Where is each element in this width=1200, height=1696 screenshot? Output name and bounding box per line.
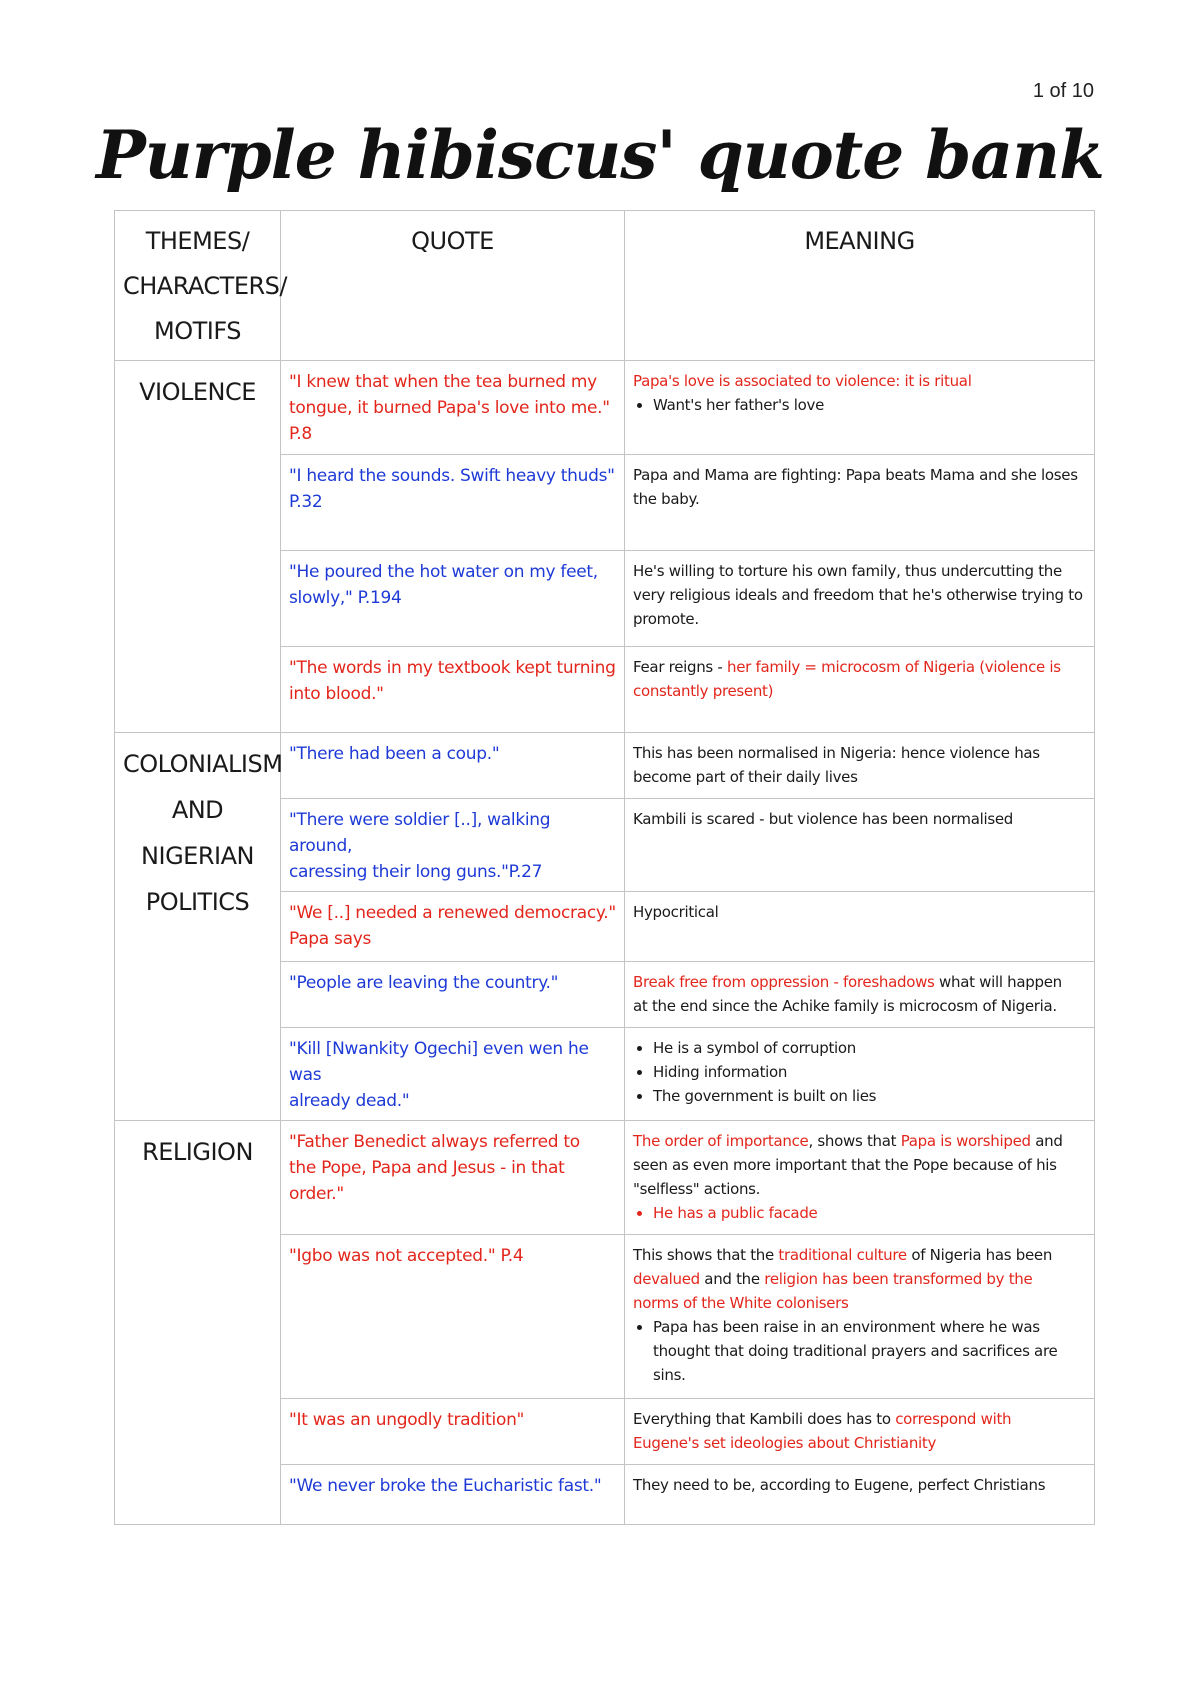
meaning-bullet: • Want's her father's love — [653, 393, 1086, 417]
theme-colonialism — [115, 733, 281, 1121]
quote-page: P.8 — [289, 424, 312, 444]
theme-violence — [115, 361, 281, 733]
meaning-text: sins. — [653, 1366, 686, 1384]
meaning-text: "selfless" actions. — [633, 1180, 761, 1198]
meaning-text: This has been normalised in Nigeria: hence violence has — [633, 744, 1040, 762]
meaning-highlight: devalued — [633, 1270, 700, 1288]
meaning-text: Papa and Mama are fighting: Papa beats Mama and she loses — [633, 466, 1078, 484]
meaning-text: promote. — [633, 610, 699, 628]
meaning-text: Papa has been raise in an environment where he was — [653, 1318, 1040, 1336]
meaning-cell — [625, 962, 1095, 1028]
header-quote — [281, 211, 625, 361]
page-title: Purple hibiscus' quote bank — [96, 116, 1104, 194]
quote-text: "He poured the hot water on my feet, — [289, 562, 598, 582]
quote-cell — [281, 1235, 625, 1399]
theme-label: RELIGION — [142, 1138, 253, 1166]
theme-label: AND — [171, 796, 224, 824]
table-row — [115, 361, 1095, 455]
meaning-highlight: her family = microcosm of Nigeria (violence is — [727, 658, 1061, 676]
quote-text: "We [..] needed a renewed democracy." — [289, 903, 616, 923]
quote-text: "There had been a coup." — [289, 744, 500, 764]
theme-label: POLITICS — [145, 888, 250, 916]
theme-label: COLONIALISM — [123, 750, 283, 778]
meaning-highlight: The order of importance — [633, 1132, 809, 1150]
meaning-bullets — [633, 1036, 1086, 1108]
quote-text: already dead." — [289, 1091, 410, 1111]
header-row — [115, 211, 1095, 361]
meaning-text: Everything that Kambili does has to — [633, 1410, 896, 1428]
meaning-text: seen as even more important that the Pope because of his — [633, 1156, 1057, 1174]
meaning-highlight: correspond with — [895, 1410, 1012, 1428]
quote-cell — [281, 1399, 625, 1465]
meaning-text: He's willing to torture his own family, thus undercutting the — [633, 562, 1062, 580]
meaning-bullets — [633, 393, 1086, 417]
meaning-highlight: traditional culture — [778, 1246, 907, 1264]
quote-cell — [281, 1028, 625, 1121]
header-quote-label: QUOTE — [411, 227, 494, 255]
quote-text: "Kill [Nwankity Ogechi] even wen he was — [289, 1039, 589, 1085]
quote-text: "Father Benedict always referred to — [289, 1132, 580, 1152]
meaning-cell — [625, 799, 1095, 892]
quote-cell — [281, 361, 625, 455]
meaning-text: Kambili is scared - but violence has been normalised — [633, 810, 1013, 828]
quote-text: "We never broke the Eucharistic fast." — [289, 1476, 602, 1496]
page-number: 1 of 10 — [1032, 80, 1094, 102]
meaning-highlight: norms of the White colonisers — [633, 1294, 849, 1312]
meaning-bullet — [653, 1315, 1086, 1387]
quote-text: order." — [289, 1184, 344, 1204]
meaning-text: , shows that — [808, 1132, 901, 1150]
meaning-highlight: Papa is worshiped — [900, 1132, 1031, 1150]
meaning-cell — [625, 1465, 1095, 1525]
header-themes — [115, 211, 287, 361]
quote-table — [114, 210, 1095, 1525]
meaning-cell — [625, 455, 1095, 551]
meaning-text: and the — [699, 1270, 765, 1288]
quote-cell — [281, 799, 625, 892]
meaning-text: at the end since the Achike family is microcosm of Nigeria. — [633, 997, 1057, 1015]
quote-cell — [281, 733, 625, 799]
quote-text: slowly," P.194 — [289, 588, 402, 608]
theme-label: NIGERIAN — [141, 842, 254, 870]
header-meaning-label: MEANING — [804, 227, 915, 255]
table-row — [115, 1121, 1095, 1235]
meaning-text: Hypocritical — [633, 903, 719, 921]
quote-cell — [281, 962, 625, 1028]
quote-text: "There were soldier [..], walking around, — [289, 810, 551, 856]
quote-cell — [281, 455, 625, 551]
quote-text: "The words in my textbook kept turning — [289, 658, 616, 678]
meaning-cell — [625, 551, 1095, 647]
meaning-highlight: constantly present) — [633, 682, 774, 700]
meaning-cell — [625, 1121, 1095, 1235]
quote-text: "People are leaving the country." — [289, 973, 559, 993]
quote-text: tongue, it burned Papa's love into me." — [289, 398, 610, 418]
quote-cell — [281, 551, 625, 647]
quote-text: "I knew that when the tea burned my — [289, 372, 597, 392]
meaning-text: Papa's love is associated to violence: it is ritual — [633, 372, 972, 390]
meaning-bullet: • He is a symbol of corruption — [653, 1036, 1086, 1060]
quote-text: "I heard the sounds. Swift heavy thuds" — [289, 466, 615, 486]
meaning-text: thought that doing traditional prayers and sacrifices are — [653, 1342, 1058, 1360]
table-row — [115, 733, 1095, 799]
quote-text: into blood." — [289, 684, 384, 704]
header-themes-line: CHARACTERS/ — [123, 272, 287, 300]
quote-text: "It was an ungodly tradition" — [289, 1410, 525, 1430]
meaning-text: and — [1030, 1132, 1063, 1150]
meaning-text: They need to be, according to Eugene, perfect Christians — [633, 1476, 1046, 1494]
meaning-highlight: Eugene's set ideologies about Christianity — [633, 1434, 937, 1452]
meaning-text: become part of their daily lives — [633, 768, 858, 786]
meaning-bullet: • He has a public facade — [653, 1201, 1086, 1225]
meaning-cell — [625, 1399, 1095, 1465]
quote-cell — [281, 647, 625, 733]
meaning-cell — [625, 733, 1095, 799]
meaning-bullets — [633, 1201, 1086, 1225]
quote-text: the Pope, Papa and Jesus - in that — [289, 1158, 565, 1178]
theme-label: VIOLENCE — [139, 378, 256, 406]
meaning-cell — [625, 892, 1095, 962]
quote-page: P.32 — [289, 492, 323, 512]
meaning-cell — [625, 647, 1095, 733]
meaning-cell — [625, 1235, 1095, 1399]
header-themes-line: THEMES/ — [145, 227, 250, 255]
header-themes-line: MOTIFS — [154, 317, 241, 345]
quote-text: "Igbo was not accepted." P.4 — [289, 1246, 524, 1266]
quote-text: Papa says — [289, 929, 372, 949]
meaning-bullet: • Hiding information — [653, 1060, 1086, 1084]
quote-cell — [281, 1121, 625, 1235]
meaning-text: of Nigeria has been — [906, 1246, 1053, 1264]
meaning-text: the baby. — [633, 490, 700, 508]
meaning-text: very religious ideals and freedom that he's otherwise trying to — [633, 586, 1083, 604]
quote-text: caressing their long guns."P.27 — [289, 862, 543, 882]
meaning-text: Fear reigns - — [633, 658, 727, 676]
meaning-highlight: Break free from oppression - foreshadows — [633, 973, 935, 991]
meaning-cell — [625, 361, 1095, 455]
meaning-text: what will happen — [934, 973, 1062, 991]
meaning-bullet: • The government is built on lies — [653, 1084, 1086, 1108]
meaning-highlight: religion has been transformed by the — [764, 1270, 1033, 1288]
quote-cell — [281, 1465, 625, 1525]
meaning-text: This shows that the — [633, 1246, 779, 1264]
header-meaning — [625, 211, 1095, 361]
meaning-cell — [625, 1028, 1095, 1121]
quote-cell — [281, 892, 625, 962]
meaning-bullets — [633, 1315, 1086, 1387]
theme-religion — [115, 1121, 281, 1525]
